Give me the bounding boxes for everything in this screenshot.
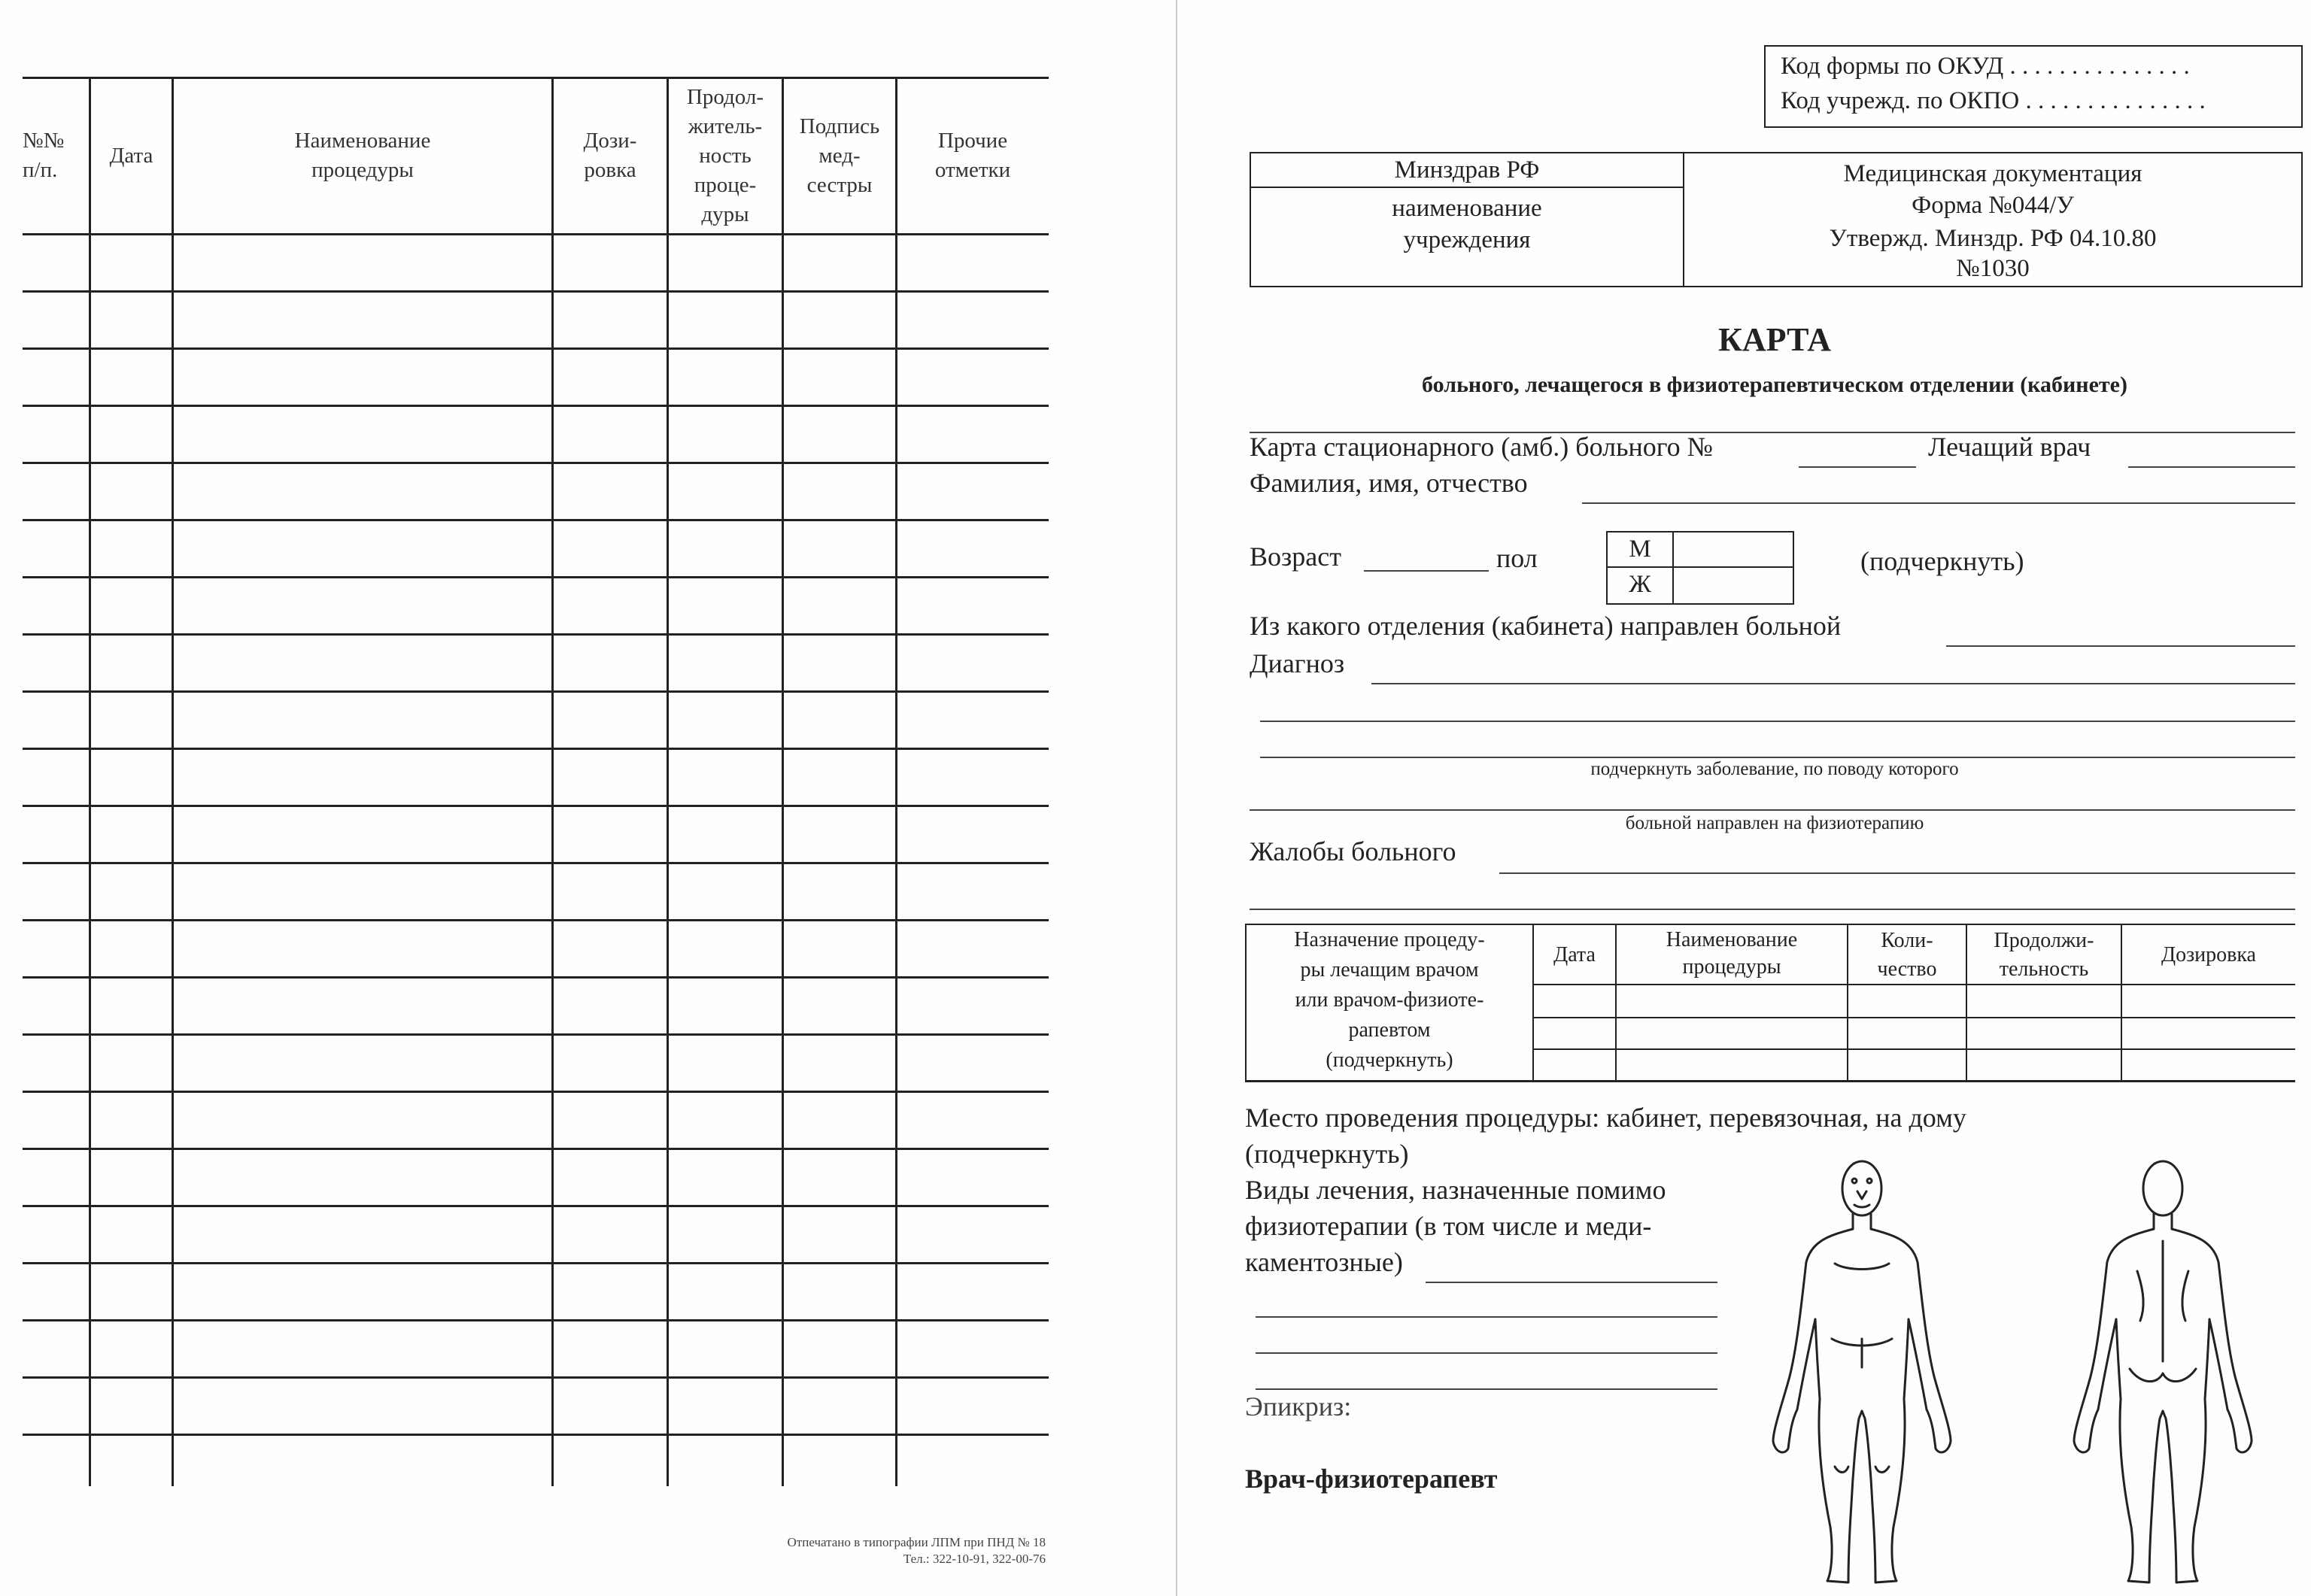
sex-box bbox=[1606, 531, 1794, 605]
treatment-label-3: каментозные) bbox=[1245, 1247, 1403, 1277]
underline-note: (подчеркнуть) bbox=[1860, 546, 2024, 576]
sex-label: пол bbox=[1496, 543, 1538, 573]
okpo-code: Код учрежд. по ОКПО . . . . . . . . . . . . . . . bbox=[1781, 87, 2206, 114]
card-number-field[interactable] bbox=[1799, 466, 1916, 468]
doc-type: Медицинская документация bbox=[1843, 160, 2142, 187]
from-dept-field[interactable] bbox=[1946, 645, 2295, 647]
diagnosis-label: Диагноз bbox=[1250, 648, 1345, 678]
treatment-label-1: Виды лечения, назначенные помимо bbox=[1245, 1175, 1666, 1205]
card-subtitle: больного, лечащегося в физиотерапевтическом отделении (кабинете) bbox=[1422, 372, 2127, 397]
column-divider bbox=[667, 78, 669, 1486]
treatment-label-2: физиотерапии (в том числе и меди- bbox=[1245, 1211, 1652, 1241]
age-field[interactable] bbox=[1364, 570, 1489, 572]
diagnosis-line-4[interactable] bbox=[1250, 809, 2295, 811]
fio-field[interactable] bbox=[1582, 502, 2295, 504]
card-title: КАРТА bbox=[1717, 321, 1832, 358]
fio-label: Фамилия, имя, отчество bbox=[1250, 468, 1528, 498]
patient-card-page bbox=[1177, 0, 2311, 1596]
diagnosis-line-2[interactable] bbox=[1260, 721, 2295, 722]
okud-code: Код формы по ОКУД . . . . . . . . . . . . . . . bbox=[1781, 53, 2190, 80]
print-note: Отпечатано в типографии ЛПМ при ПНД № 18 Тел.: 322-10-91, 322-00-76 bbox=[787, 1535, 1046, 1566]
column-divider bbox=[172, 78, 174, 1486]
proc-header-quantity: Коли- чество bbox=[1877, 929, 1937, 981]
column-divider bbox=[895, 78, 897, 1486]
from-dept-label: Из какого отделения (кабинета) направлен больной bbox=[1250, 611, 1842, 641]
treatment-field[interactable] bbox=[1426, 1282, 1717, 1283]
proc-table-left bbox=[1245, 924, 1247, 1082]
complaints-label: Жалобы больного bbox=[1250, 836, 1456, 866]
body-diagram bbox=[1749, 1143, 2291, 1587]
proc-header-dosage: Дозировка bbox=[2161, 943, 2256, 966]
doctor-label: Лечащий врач bbox=[1928, 432, 2091, 462]
header-procedure-name: Наименование процедуры bbox=[294, 129, 431, 182]
complaints-line-2[interactable] bbox=[1250, 909, 2295, 910]
procedure-table bbox=[1245, 924, 2295, 1082]
proc-row-rule bbox=[1532, 1048, 2295, 1050]
approval: Утвержд. Минздр. РФ 04.10.80 bbox=[1829, 225, 2157, 252]
age-label: Возраст bbox=[1250, 542, 1341, 572]
signature-label: Врач-физиотерапевт bbox=[1245, 1464, 1498, 1494]
column-divider bbox=[782, 78, 784, 1486]
institution-name: наименование учреждения bbox=[1392, 195, 1542, 253]
header-box bbox=[1250, 152, 2303, 287]
header-number: №№ п/п. bbox=[23, 129, 65, 182]
place-label: Место проведения процедуры: кабинет, перевязочная, на дому bbox=[1245, 1103, 1966, 1133]
header-nurse-signature: Подпись мед- сестры bbox=[799, 114, 880, 197]
place-note: (подчеркнуть) bbox=[1245, 1139, 1409, 1169]
treatment-line-3[interactable] bbox=[1256, 1352, 1717, 1354]
proc-row-rule bbox=[1532, 984, 2295, 985]
proc-header-name: Наименование процедуры bbox=[1666, 928, 1798, 979]
column-divider bbox=[89, 78, 91, 1486]
header-duration: Продол- житель- ность проце- дуры bbox=[686, 84, 764, 226]
diagnosis-note-1: подчеркнуть заболевание, по поводу которого bbox=[1590, 759, 1959, 779]
proc-header-assignment: Назначение процеду- ры лечащим врачом или врачом-физиоте- рапевтом (подчеркнуть) bbox=[1294, 928, 1485, 1072]
header-date: Дата bbox=[109, 143, 153, 168]
header-rule bbox=[1251, 187, 1683, 188]
card-number-label: Карта стационарного (амб.) больного № bbox=[1250, 432, 1713, 462]
column-divider bbox=[551, 78, 554, 1486]
proc-table-bottom bbox=[1245, 1080, 2295, 1082]
form-number: Форма №044/У bbox=[1912, 192, 2074, 219]
sex-box-divider bbox=[1672, 533, 1674, 603]
codes-box bbox=[1764, 45, 2303, 128]
ministry: Минздрав РФ bbox=[1394, 156, 1540, 184]
female-option[interactable]: Ж bbox=[1629, 571, 1651, 598]
proc-row-rule bbox=[1532, 1017, 2295, 1018]
order-number: №1030 bbox=[1956, 255, 2030, 282]
male-option[interactable]: М bbox=[1629, 536, 1651, 563]
diagnosis-note-2: больной направлен на физиотерапию bbox=[1625, 813, 1924, 833]
body-back-icon bbox=[2074, 1161, 2252, 1582]
epicrisis-label: Эпикриз: bbox=[1245, 1391, 1352, 1422]
header-other-notes: Прочие отметки bbox=[934, 129, 1011, 182]
header-dosage: Дози- ровка bbox=[583, 129, 637, 182]
treatment-line-2[interactable] bbox=[1256, 1316, 1717, 1318]
doctor-field[interactable] bbox=[2128, 466, 2295, 468]
diagnosis-field[interactable] bbox=[1371, 683, 2295, 684]
body-front-icon bbox=[1773, 1161, 1951, 1582]
complaints-field[interactable] bbox=[1499, 872, 2295, 874]
proc-header-duration: Продолжи- тельность bbox=[1994, 929, 2094, 981]
proc-header-date: Дата bbox=[1553, 943, 1596, 966]
